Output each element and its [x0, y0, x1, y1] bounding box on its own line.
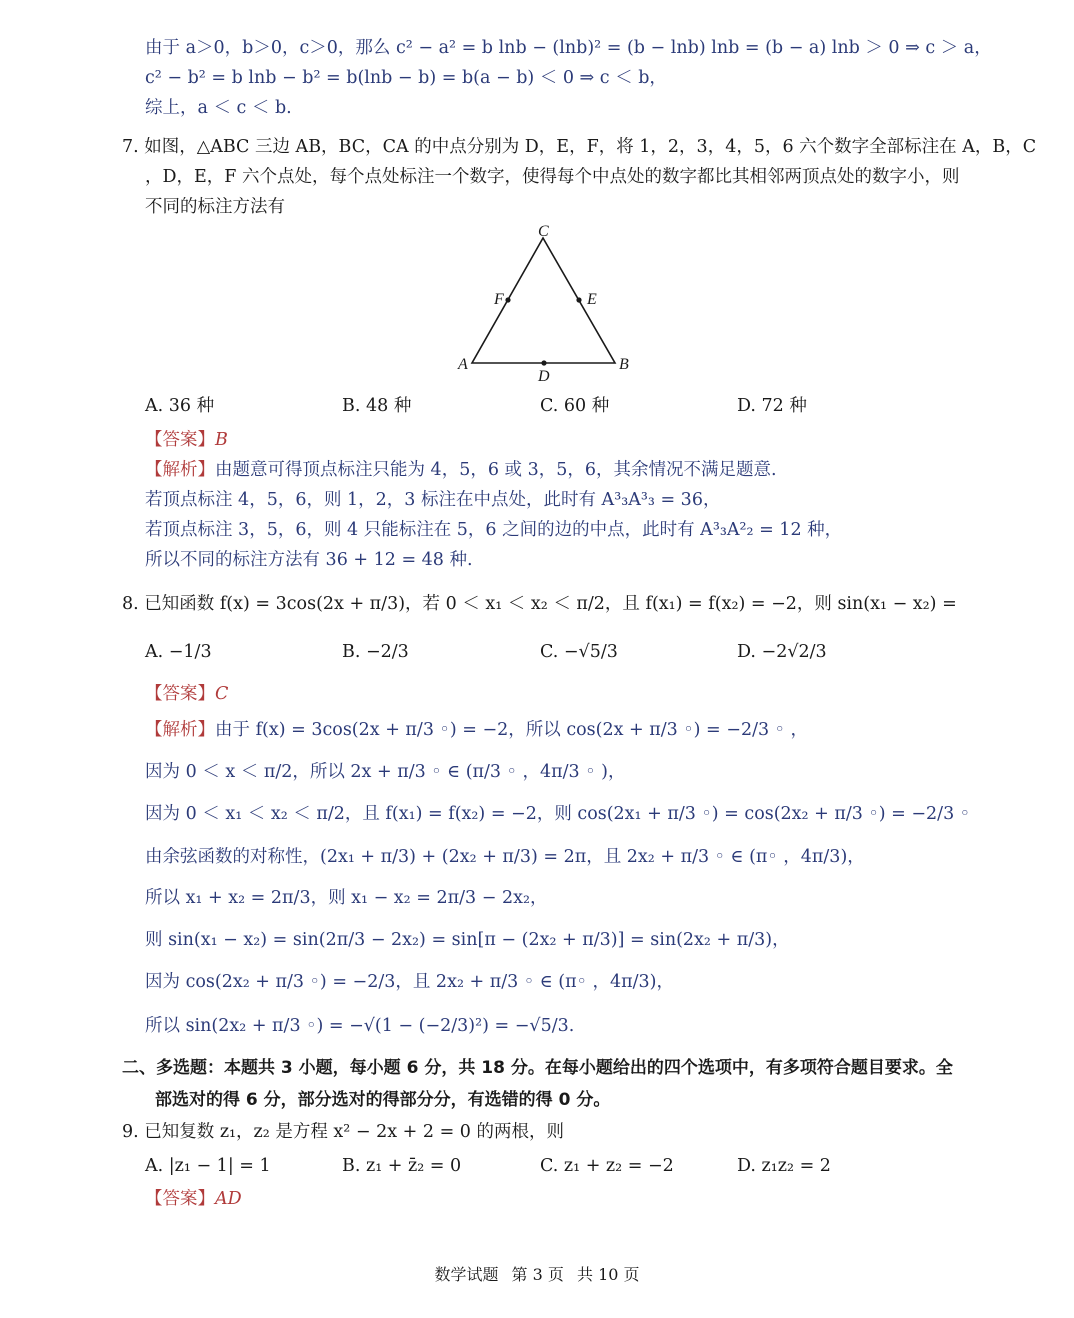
label-c: C — [538, 223, 549, 240]
prev-solution-line-2: c² − b² = b lnb − b² = b(lnb − b) = b(a − b) ＜ 0 ⇒ c ＜ b， — [145, 68, 667, 88]
q9-answer — [145, 1187, 242, 1211]
q8-stem: 8. 已知函数 f(x) = 3cos(2x + π/3)，若 0 ＜ x₁ ＜ x₂ ＜ π/2，且 f(x₁) = f(x₂) = −2，则 sin(x₁ − x₂) = — [122, 594, 957, 614]
q9-option-d: D. z₁z₂ = 2 — [737, 1156, 831, 1176]
q7-option-a: A. 36 种 — [145, 396, 215, 416]
answer-tag: 【答案】 — [145, 430, 215, 450]
footer-page: 第 3 页 — [511, 1265, 564, 1284]
q7-stem-line-1: 7. 如图，△ABC 三边 AB，BC，CA 的中点分别为 D，E，F，将 1，2，3，4，5，6 六个数字全部标注在 A，B，C — [122, 137, 1037, 157]
q7-answer — [145, 428, 228, 452]
q8-analysis-line-5: 所以 x₁ + x₂ = 2π/3，则 x₁ − x₂ = 2π/3 − 2x₂， — [145, 888, 548, 908]
prev-solution-line-3: 综上，a ＜ c ＜ b. — [145, 98, 292, 118]
footer-total: 共 10 页 — [577, 1265, 640, 1284]
q9-answer-value: AD — [215, 1189, 242, 1209]
section-2-heading-line-1: 二、多选题：本题共 3 小题，每小题 6 分，共 18 分。在每小题给出的四个选项中，有多项符合题目要求。全 — [122, 1058, 953, 1078]
q9-option-b: B. z₁ + z̄₂ = 0 — [342, 1156, 462, 1176]
q8-analysis-text-1: 由于 f(x) = 3cos(2x + π/3 ◦) = −2，所以 cos(2x + π/3 ◦) = −2/3 ◦ ， — [215, 720, 809, 740]
page-footer — [0, 1262, 1074, 1285]
q7-analysis-line-3: 若顶点标注 3，5，6，则 4 只能标注在 5，6 之间的边的中点，此时有 A³₃A²₂ = 12 种， — [145, 520, 843, 540]
prev-solution-line-1: 由于 a＞0，b＞0，c＞0，那么 c² − a² = b lnb − (lnb)² = (b − lnb) lnb = (b − a) lnb ＞ 0 ⇒ c ＞ a， — [145, 38, 992, 58]
q8-analysis-line-4: 由余弦函数的对称性，(2x₁ + π/3) + (2x₂ + π/3) = 2π，且 2x₂ + π/3 ◦ ∈ (π◦ ，4π/3)， — [145, 847, 865, 867]
q8-option-d: D. −2√2/3 — [737, 642, 827, 662]
q8-analysis-line-6: 则 sin(x₁ − x₂) = sin(2π/3 − 2x₂) = sin[π − (2x₂ + π/3)] = sin(2x₂ + π/3)， — [145, 930, 790, 950]
q9-option-a: A. |z₁ − 1| = 1 — [145, 1156, 271, 1176]
q8-analysis-line-3: 因为 0 ＜ x₁ ＜ x₂ ＜ π/2，且 f(x₁) = f(x₂) = −2，则 cos(2x₁ + π/3 ◦) = cos(2x₂ + π/3 ◦) = −2/3 ◦ — [145, 804, 971, 824]
answer-tag: 【答案】 — [145, 684, 215, 704]
q7-option-b: B. 48 种 — [342, 396, 412, 416]
q7-answer-value: B — [215, 430, 228, 450]
q7-analysis-line-2: 若顶点标注 4，5，6，则 1，2，3 标注在中点处，此时有 A³₃A³₃ = 36， — [145, 490, 721, 510]
point-f — [505, 297, 510, 302]
footer-subject: 数学试题 — [434, 1265, 499, 1284]
q8-option-a: A. −1/3 — [145, 642, 212, 662]
q8-option-b: B. −2/3 — [342, 642, 409, 662]
label-e: E — [587, 291, 597, 308]
label-d: D — [538, 368, 550, 385]
answer-tag: 【答案】 — [145, 1189, 215, 1209]
q8-option-c: C. −√5/3 — [540, 642, 618, 662]
q7-stem-line-2: ，D，E，F 六个点处，每个点处标注一个数字，使得每个中点处的数字都比其相邻两顶点处的数字小，则 — [145, 167, 960, 187]
analysis-tag: 【解析】 — [145, 720, 215, 740]
q7-analysis-text-1: 由题意可得顶点标注只能为 4，5，6 或 3，5，6，其余情况不满足题意. — [215, 460, 777, 480]
q8-answer — [145, 682, 228, 706]
q9-stem: 9. 已知复数 z₁，z₂ 是方程 x² − 2x + 2 = 0 的两根，则 — [122, 1122, 565, 1142]
q7-analysis-line-4: 所以不同的标注方法有 36 + 12 = 48 种. — [145, 550, 473, 570]
label-f: F — [494, 291, 504, 308]
label-b: B — [619, 356, 629, 373]
point-d — [541, 360, 546, 365]
section-2-heading-line-2: 部选对的得 6 分，部分选对的得部分分，有选错的得 0 分。 — [155, 1090, 611, 1110]
q8-analysis-line-1 — [145, 718, 808, 742]
q8-answer-value: C — [215, 684, 229, 704]
triangle-figure — [450, 218, 650, 388]
q7-stem-line-3: 不同的标注方法有 — [145, 197, 285, 217]
q8-analysis-line-2: 因为 0 ＜ x ＜ π/2，所以 2x + π/3 ◦ ∈ (π/3 ◦ ，4π/3 ◦ )， — [145, 762, 626, 782]
q9-option-c: C. z₁ + z₂ = −2 — [540, 1156, 674, 1176]
q7-option-c: C. 60 种 — [540, 396, 610, 416]
point-e — [576, 297, 581, 302]
q7-option-d: D. 72 种 — [737, 396, 807, 416]
label-a: A — [458, 356, 468, 373]
q8-analysis-line-7: 因为 cos(2x₂ + π/3 ◦) = −2/3，且 2x₂ + π/3 ◦ ∈ (π◦ ，4π/3)， — [145, 972, 674, 992]
q7-analysis-line-1 — [145, 458, 777, 482]
analysis-tag: 【解析】 — [145, 460, 215, 480]
q8-analysis-line-8: 所以 sin(2x₂ + π/3 ◦) = −√(1 − (−2/3)²) = −√5/3. — [145, 1016, 575, 1036]
